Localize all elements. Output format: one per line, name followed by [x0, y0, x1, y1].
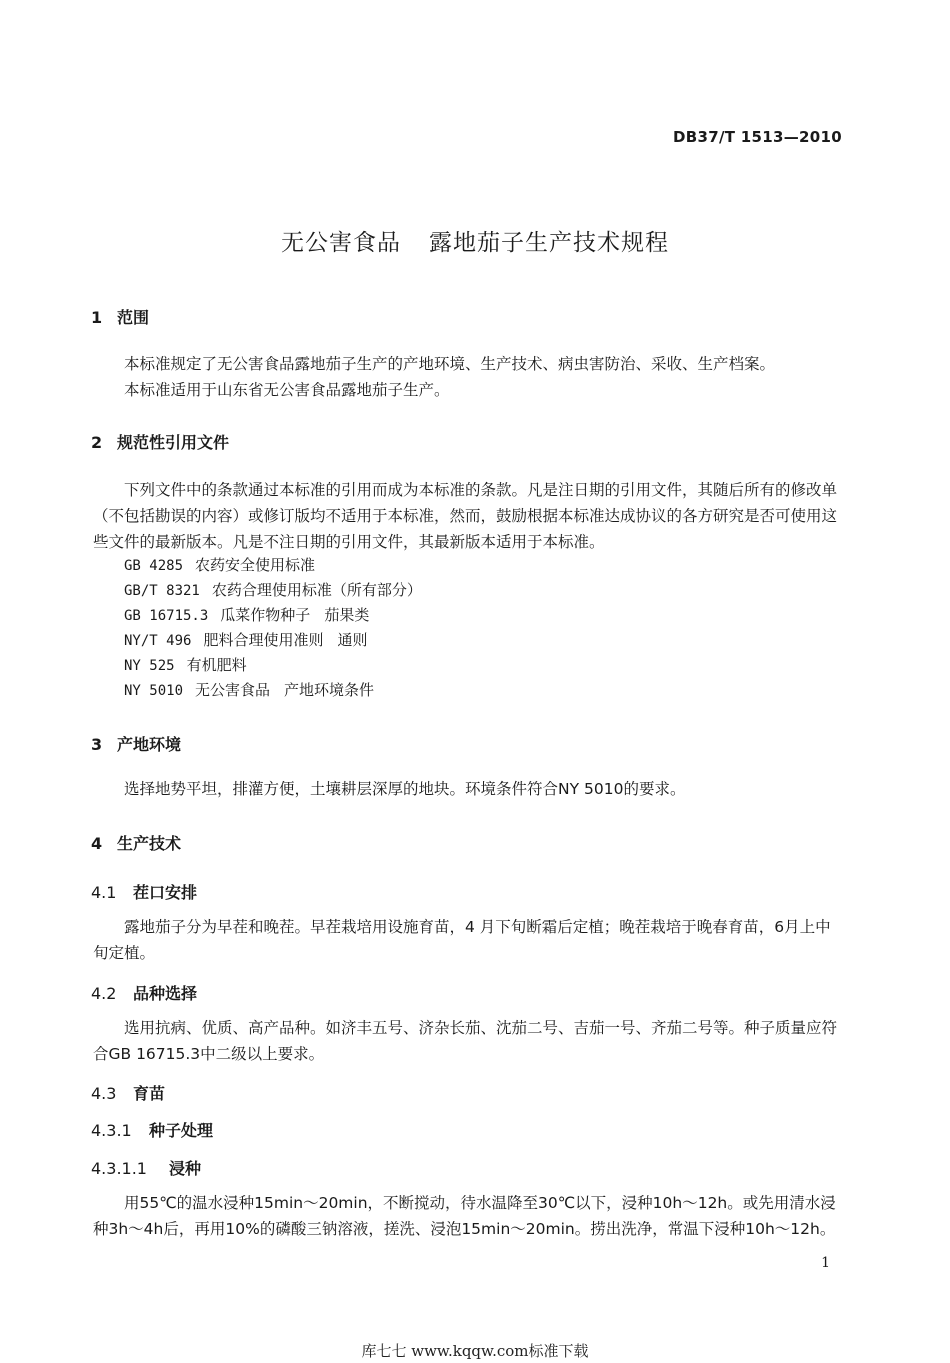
reference-title: 有机肥料	[186, 656, 247, 674]
reference-title: 肥料合理使用准则	[203, 631, 324, 649]
reference-code: NY 5010	[124, 683, 184, 699]
subsection-heading	[91, 981, 197, 1004]
paragraph: 下列文件中的条款通过本标准的引用而成为本标准的条款。凡是注日期的引用文件，其随后所有的修改单（不包括勘误的内容）或修订版均不适用于本标准，然而，鼓励根据本标准达成协议的各方研究是否可使用这些文件的最新版本。凡是不注日期的引用文件，其最新版本适用于本标准。	[93, 481, 838, 551]
page-number: 1	[821, 1255, 830, 1271]
subsection-title: 浸种	[169, 1159, 202, 1178]
section-title: 生产技术	[117, 834, 182, 853]
section-number: 2	[91, 433, 103, 452]
subsection-heading	[91, 1156, 201, 1179]
standard-code: DB37/T 1513—2010	[673, 128, 842, 146]
paragraph: 用55℃的温水浸种15min～20min，不断搅动，待水温降至30℃以下，浸种10h～12h。或先用清水浸种3h～4h后，再用10%的磷酸三钠溶液，搓洗、浸泡15min～20min。捞出洗净，常温下浸种10h～12h。	[93, 1194, 836, 1238]
section-number: 1	[91, 308, 103, 327]
reference-extra: 产地环境条件	[284, 681, 375, 699]
reference-extra: 茄果类	[324, 606, 370, 624]
paragraph: 本标准适用于山东省无公害食品露地茄子生产。	[124, 381, 450, 399]
paragraph: 露地茄子分为早茬和晚茬。早茬栽培用设施育苗，4 月下旬断霜后定植；晚茬栽培于晚春育苗，6月上中旬定植。	[93, 918, 831, 962]
subsection-number: 4.1	[91, 883, 117, 902]
section-title: 规范性引用文件	[117, 433, 230, 452]
section-heading	[91, 430, 229, 453]
reference-item	[124, 629, 367, 650]
subsection-number: 4.3.1	[91, 1121, 132, 1140]
title-part2: 露地茄子生产技术规程	[429, 230, 669, 256]
reference-title: 瓜菜作物种子	[220, 606, 311, 624]
subsection-title: 种子处理	[149, 1121, 214, 1140]
reference-title: 农药合理使用标准（所有部分）	[211, 581, 422, 599]
subsection-heading	[91, 1081, 165, 1104]
section-number: 4	[91, 834, 103, 853]
reference-item	[124, 654, 247, 675]
reference-code: GB 16715.3	[124, 608, 209, 624]
paragraph: 选择地势平坦，排灌方便，土壤耕层深厚的地块。环境条件符合NY 5010的要求。	[124, 780, 686, 798]
reference-code: GB/T 8321	[124, 583, 200, 599]
title-part1: 无公害食品	[281, 230, 401, 256]
subsection-heading	[91, 880, 197, 903]
footer-watermark: 库七七 www.kqqw.com标准下载	[361, 1342, 589, 1360]
section-heading	[91, 732, 181, 755]
subsection-number: 4.3.1.1	[91, 1159, 147, 1178]
section-title: 产地环境	[117, 735, 182, 754]
section-heading	[91, 831, 181, 854]
subsection-number: 4.2	[91, 984, 117, 1003]
reference-code: NY/T 496	[124, 633, 192, 649]
reference-item	[124, 679, 374, 700]
reference-code: GB 4285	[124, 558, 184, 574]
paragraph: 本标准规定了无公害食品露地茄子生产的产地环境、生产技术、病虫害防治、采收、生产档案。	[124, 355, 776, 373]
subsection-number: 4.3	[91, 1084, 117, 1103]
subsection-title: 育苗	[133, 1084, 166, 1103]
section-title: 范围	[117, 308, 150, 327]
reference-title: 农药安全使用标准	[195, 556, 316, 574]
reference-extra: 通则	[337, 631, 368, 649]
reference-item	[124, 604, 369, 625]
section-number: 3	[91, 735, 103, 754]
subsection-title: 茬口安排	[133, 883, 198, 902]
subsection-title: 品种选择	[133, 984, 198, 1003]
reference-item	[124, 579, 422, 600]
subsection-heading	[91, 1118, 213, 1141]
document-title	[0, 224, 950, 257]
reference-item	[124, 554, 315, 575]
section-heading	[91, 305, 149, 328]
reference-code: NY 525	[124, 658, 175, 674]
paragraph: 选用抗病、优质、高产品种。如济丰五号、济杂长茄、沈茄二号、吉茄一号、齐茄二号等。种子质量应符合GB 16715.3中二级以上要求。	[93, 1019, 838, 1063]
reference-title: 无公害食品	[195, 681, 271, 699]
